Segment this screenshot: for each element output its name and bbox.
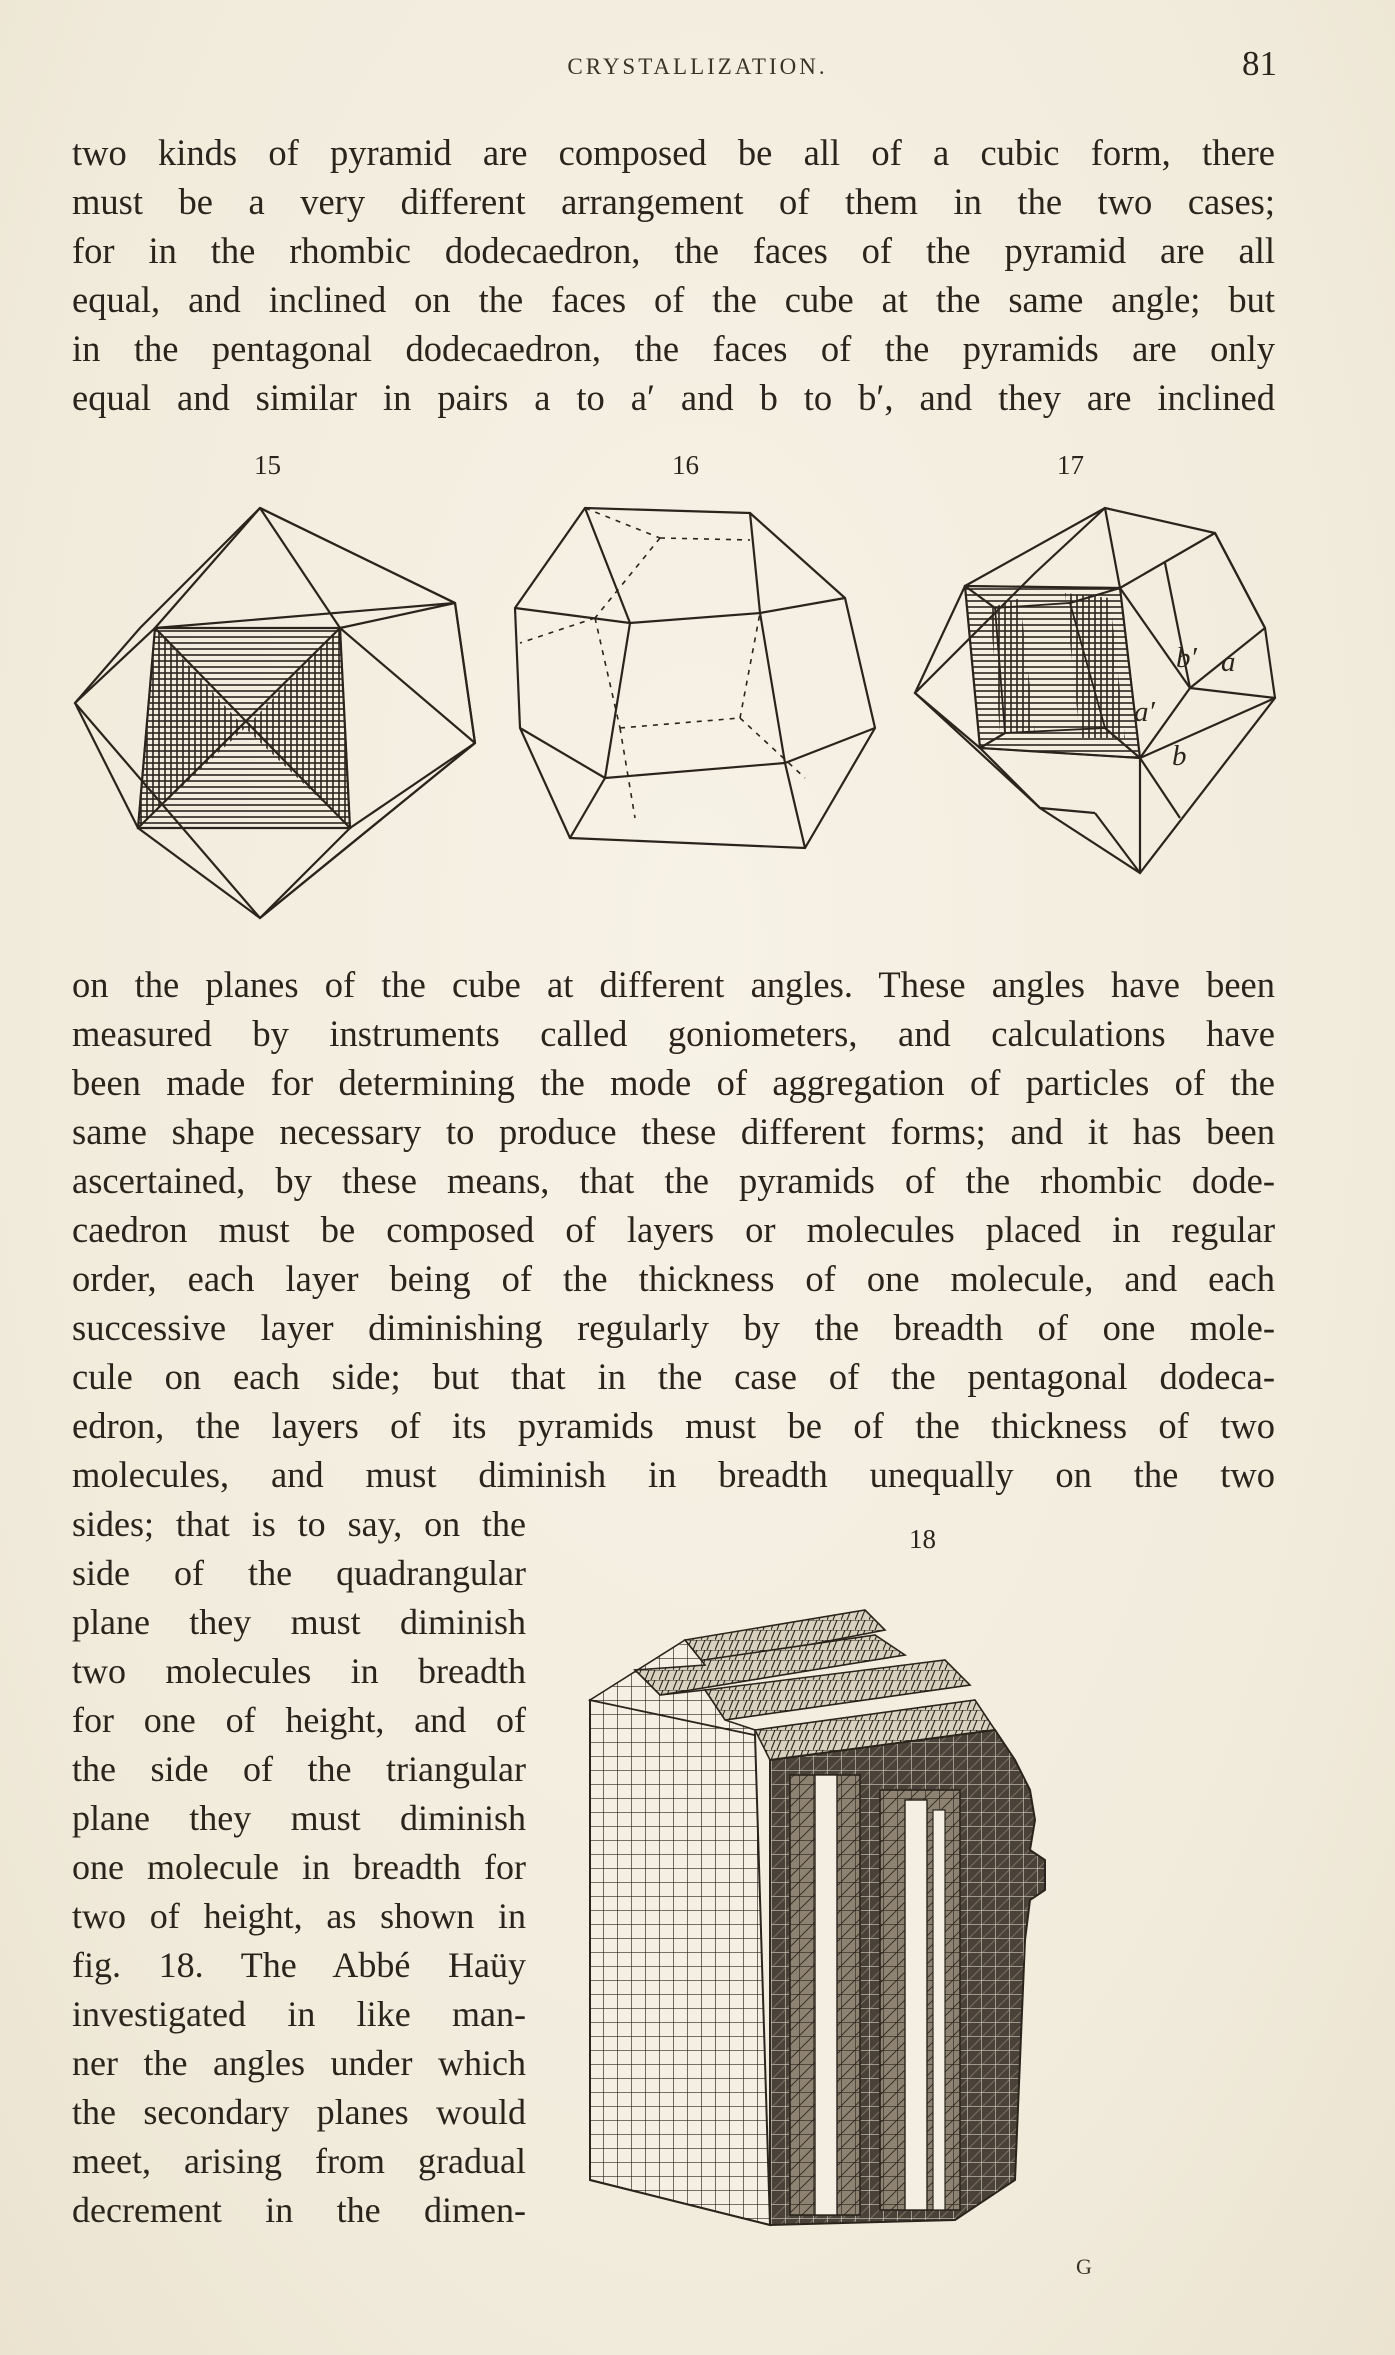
fig16-pentagonal-dodecaedron — [515, 508, 875, 848]
figure-15-label: 15 — [254, 450, 281, 480]
text-line: plane they must diminish — [72, 1798, 526, 1838]
text-line: for one of height, and of — [72, 1700, 526, 1740]
fig17-mark-a-prime: a′ — [1134, 696, 1155, 728]
text-line: edron, the layers of its pyramids must be of the thickness of two — [72, 1405, 1275, 1446]
fig17-pyritohedron — [915, 508, 1275, 873]
text-line: ner the angles under which — [72, 2043, 526, 2083]
fig17-mark-b: b — [1172, 740, 1187, 772]
signature-mark: G — [1076, 2254, 1093, 2279]
page-number: 81 — [1242, 44, 1277, 83]
text-line: investigated in like man- — [72, 1994, 526, 2034]
text-line: the secondary planes would — [72, 2092, 526, 2132]
text-line: decrement in the dimen- — [72, 2190, 526, 2230]
figure-17-label: 17 — [1057, 450, 1084, 480]
text-line: side of the quadrangular — [72, 1553, 526, 1593]
text-line: the side of the triangular — [72, 1749, 526, 1789]
text-line: molecules, and must diminish in breadth unequally on the two — [72, 1454, 1275, 1495]
text-line: equal, and inclined on the faces of the cube at the same angle; but — [72, 279, 1275, 320]
text-line: two molecules in breadth — [72, 1651, 526, 1691]
figure-18-molecule-blocks — [575, 1560, 1275, 2240]
paragraph-1 — [72, 128, 1275, 422]
paragraph-2 — [72, 960, 1275, 1499]
text-line: been made for determining the mode of aggregation of particles of the — [72, 1062, 1275, 1103]
fig17-mark-a: a — [1221, 646, 1236, 678]
text-line: on the planes of the cube at different angles. These angles have been — [72, 964, 1275, 1005]
text-line: one molecule in breadth for — [72, 1847, 526, 1887]
text-line: cule on each side; but that in the case of the pentagonal dodeca- — [72, 1356, 1275, 1397]
text-line: for in the rhombic dodecaedron, the faces of the pyramid are all — [72, 230, 1275, 271]
text-line: two of height, as shown in — [72, 1896, 526, 1936]
paragraph-3 — [72, 1500, 526, 2235]
text-line: must be a very different arrangement of them in the two cases; — [72, 181, 1275, 222]
text-line: caedron must be composed of layers or molecules placed in regular — [72, 1209, 1275, 1250]
fig15-rhombic-dodecaedron — [75, 508, 475, 918]
text-line: fig. 18. The Abbé Haüy — [72, 1945, 526, 1985]
text-line: equal and similar in pairs a to a′ and b to b′, and they are inclined — [72, 377, 1275, 418]
figure-18-label: 18 — [909, 1524, 936, 1554]
text-line: sides; that is to say, on the — [72, 1504, 526, 1544]
figures-15-17 — [60, 478, 1280, 938]
figure-16-label: 16 — [672, 450, 699, 480]
text-line: ascertained, by these means, that the pyramids of the rhombic dode- — [72, 1160, 1275, 1201]
text-line: order, each layer being of the thickness of one molecule, and each — [72, 1258, 1275, 1299]
running-header: CRYSTALLIZATION. — [567, 54, 828, 79]
text-line: plane they must diminish — [72, 1602, 526, 1642]
text-line: same shape necessary to produce these different forms; and it has been — [72, 1111, 1275, 1152]
fig17-mark-b-prime: b′ — [1176, 642, 1197, 674]
text-line: measured by instruments called goniometers, and calculations have — [72, 1013, 1275, 1054]
text-line: in the pentagonal dodecaedron, the faces of the pyramids are only — [72, 328, 1275, 369]
text-line: two kinds of pyramid are composed be all of a cubic form, there — [72, 132, 1275, 173]
text-line: successive layer diminishing regularly by the breadth of one mole- — [72, 1307, 1275, 1348]
text-line: meet, arising from gradual — [72, 2141, 526, 2181]
